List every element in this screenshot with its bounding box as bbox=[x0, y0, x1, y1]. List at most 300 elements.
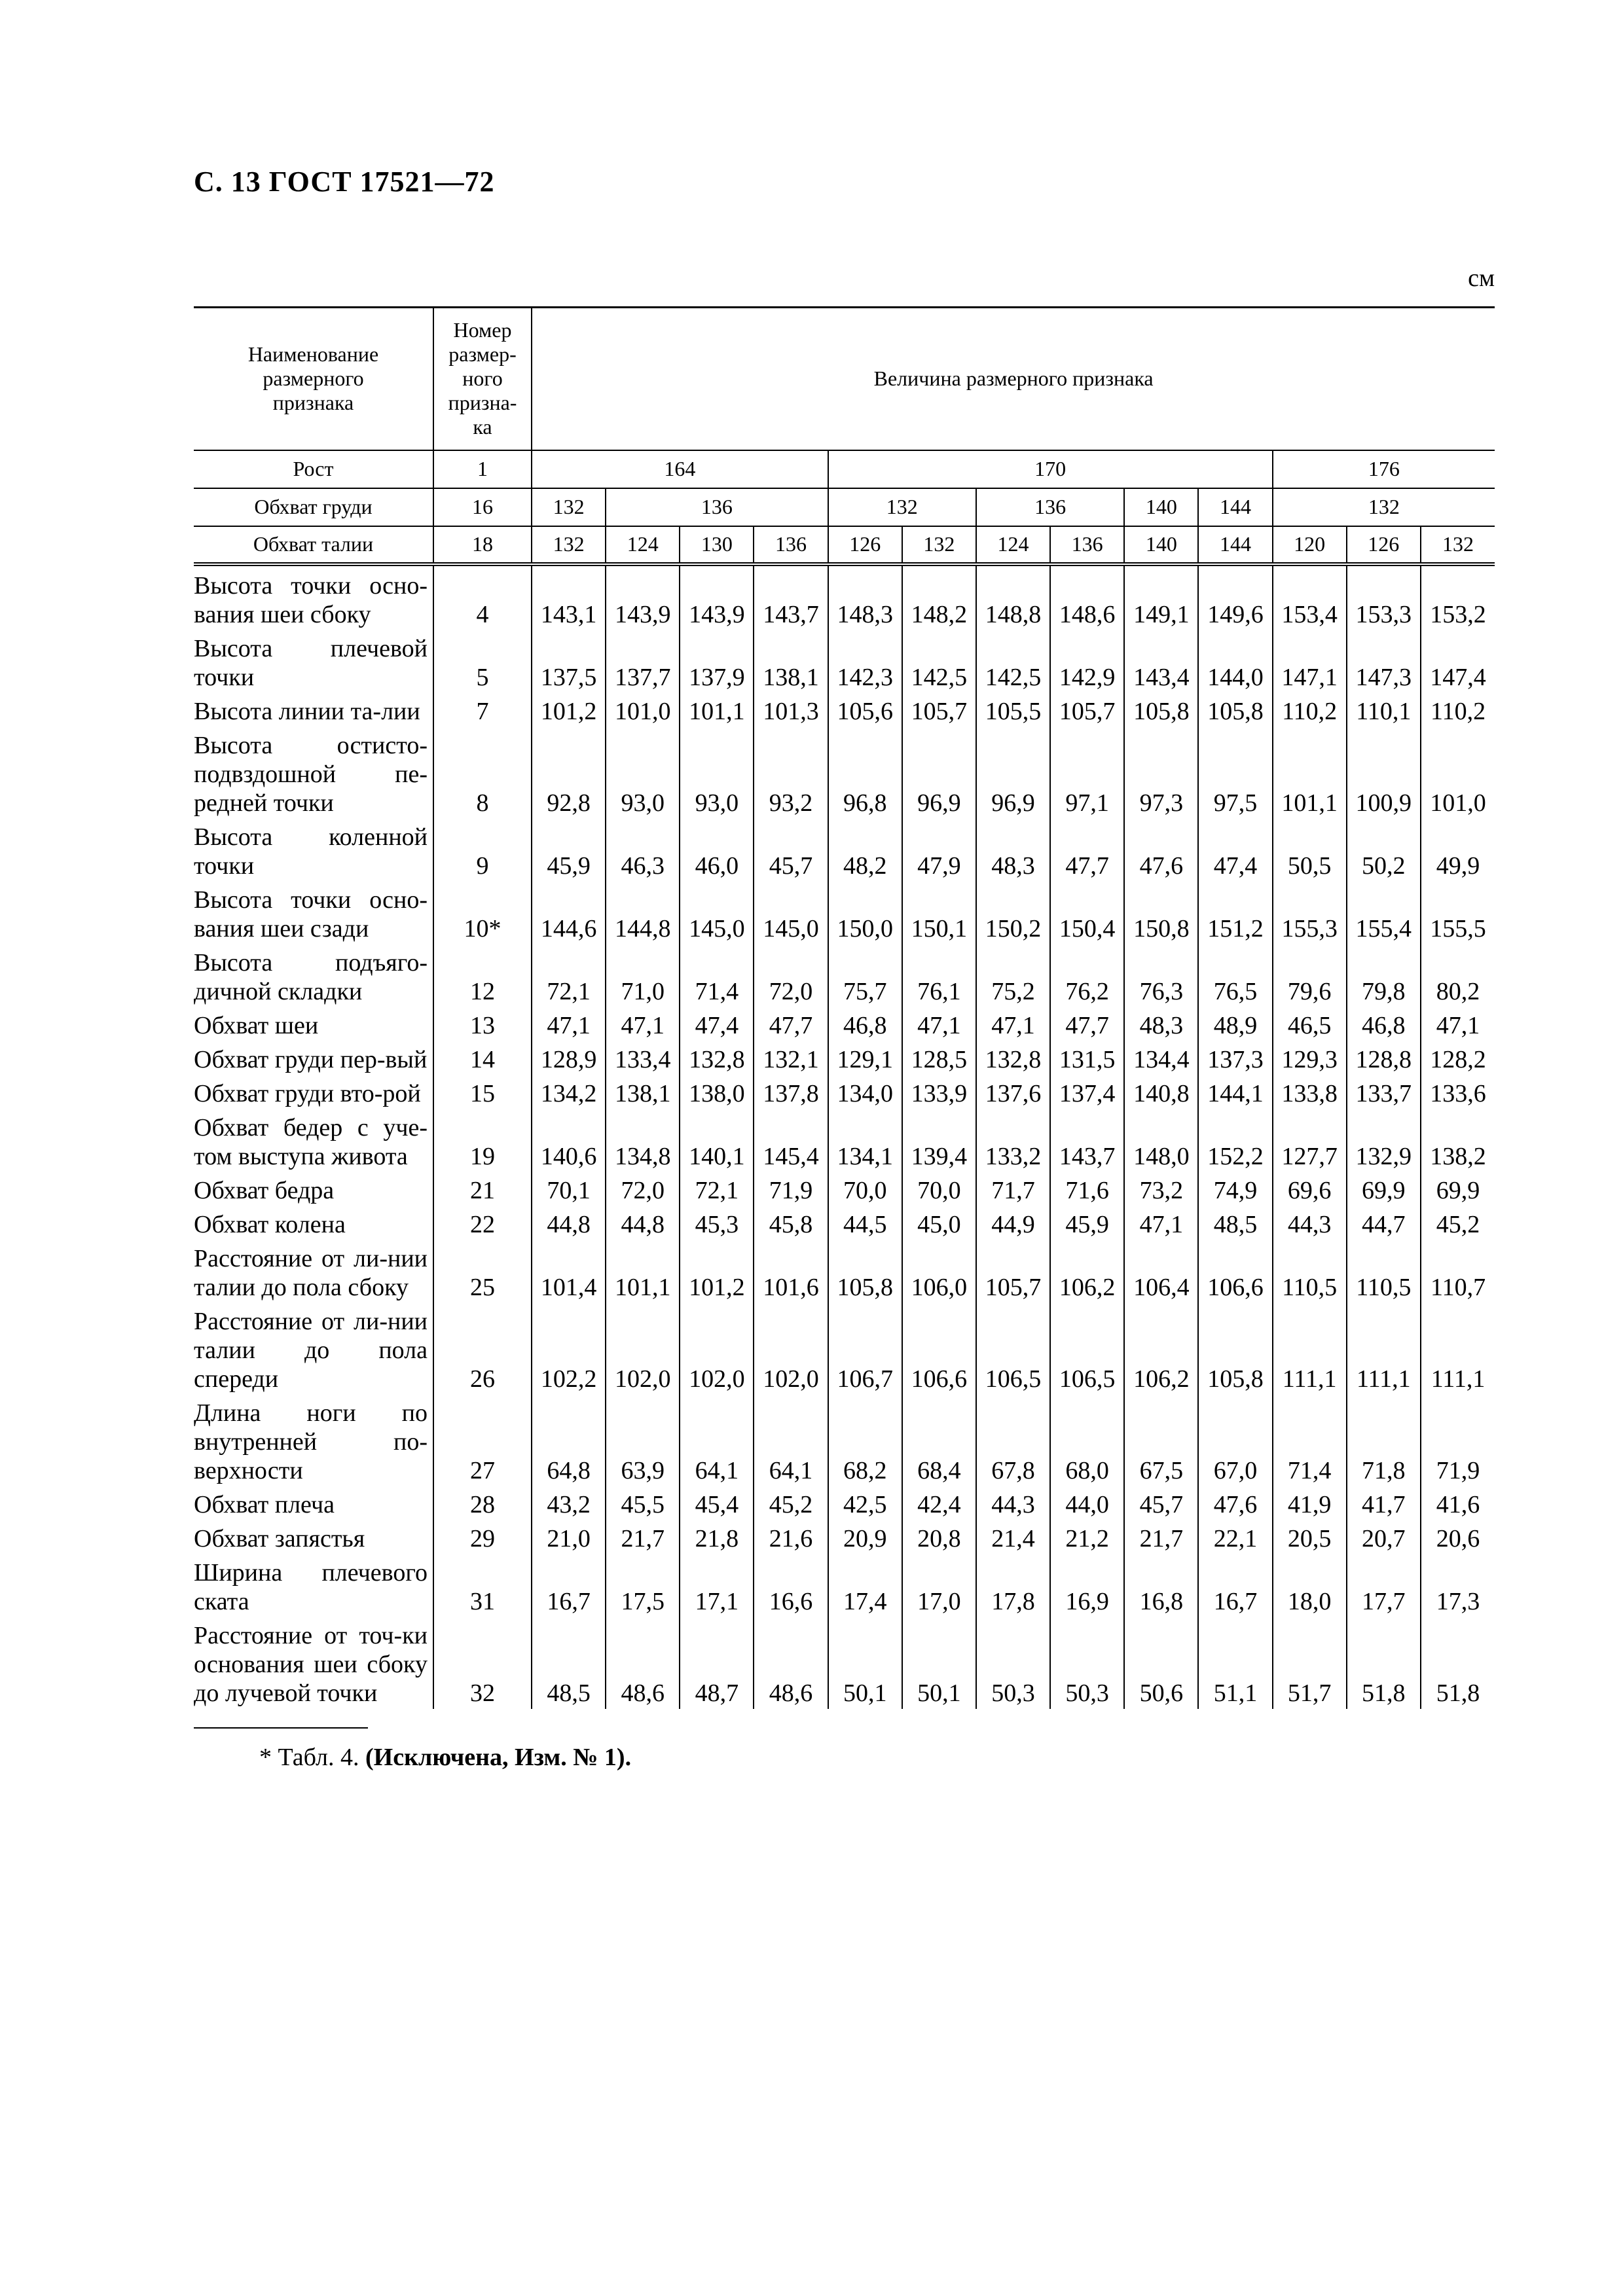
value-cell: 127,7 bbox=[1273, 1109, 1347, 1172]
value-cell: 20,5 bbox=[1273, 1520, 1347, 1554]
value-cell: 16,7 bbox=[532, 1554, 606, 1617]
value-cell: 105,6 bbox=[828, 693, 902, 727]
table-head bbox=[194, 308, 1495, 564]
col-header-values: Величина размерного признака bbox=[532, 308, 1495, 450]
value-cell: 145,0 bbox=[754, 882, 828, 944]
value-cell: 128,8 bbox=[1347, 1041, 1421, 1075]
value-cell: 20,7 bbox=[1347, 1520, 1421, 1554]
value-cell: 80,2 bbox=[1421, 944, 1495, 1007]
value-cell: 47,1 bbox=[976, 1007, 1050, 1041]
param-value: 132 bbox=[902, 526, 976, 564]
param-value: 124 bbox=[976, 526, 1050, 564]
value-cell: 45,7 bbox=[754, 819, 828, 882]
value-cell: 106,0 bbox=[902, 1240, 976, 1303]
row-num: 8 bbox=[433, 727, 532, 819]
value-cell: 134,1 bbox=[828, 1109, 902, 1172]
value-cell: 105,5 bbox=[976, 693, 1050, 727]
value-cell: 47,4 bbox=[1198, 819, 1272, 882]
value-cell: 69,9 bbox=[1347, 1172, 1421, 1206]
value-cell: 46,8 bbox=[828, 1007, 902, 1041]
value-cell: 67,0 bbox=[1198, 1395, 1272, 1486]
param-value: 132 bbox=[532, 488, 606, 526]
value-cell: 128,9 bbox=[532, 1041, 606, 1075]
value-cell: 45,2 bbox=[1421, 1206, 1495, 1240]
value-cell: 151,2 bbox=[1198, 882, 1272, 944]
row-label: Расстояние от ли-нии талии до пола спереди bbox=[194, 1307, 428, 1393]
value-cell: 16,7 bbox=[1198, 1554, 1272, 1617]
value-cell: 101,6 bbox=[754, 1240, 828, 1303]
row-label: Обхват шеи bbox=[194, 1011, 319, 1039]
value-cell: 46,3 bbox=[606, 819, 680, 882]
value-cell: 144,8 bbox=[606, 882, 680, 944]
value-cell: 75,7 bbox=[828, 944, 902, 1007]
param-label: Обхват талии bbox=[194, 526, 433, 564]
value-cell: 133,8 bbox=[1273, 1075, 1347, 1109]
value-cell: 47,4 bbox=[680, 1007, 754, 1041]
param-value: 176 bbox=[1273, 450, 1495, 488]
row-label: Высота подъяго-дичной складки bbox=[194, 948, 428, 1005]
value-cell: 140,6 bbox=[532, 1109, 606, 1172]
value-cell: 47,1 bbox=[1124, 1206, 1198, 1240]
value-cell: 93,0 bbox=[606, 727, 680, 819]
param-value: 130 bbox=[680, 526, 754, 564]
table-row bbox=[194, 727, 1495, 819]
param-row bbox=[194, 450, 1495, 488]
value-cell: 137,9 bbox=[680, 630, 754, 693]
param-num: 1 bbox=[433, 450, 532, 488]
row-label: Расстояние от ли-нии талии до пола сбоку bbox=[194, 1244, 428, 1301]
value-cell: 45,9 bbox=[532, 819, 606, 882]
value-cell: 42,5 bbox=[828, 1486, 902, 1520]
value-cell: 47,1 bbox=[1421, 1007, 1495, 1041]
table-row bbox=[194, 1206, 1495, 1240]
value-cell: 145,0 bbox=[680, 882, 754, 944]
value-cell: 21,2 bbox=[1050, 1520, 1124, 1554]
value-cell: 22,1 bbox=[1198, 1520, 1272, 1554]
value-cell: 153,3 bbox=[1347, 564, 1421, 630]
value-cell: 143,1 bbox=[532, 564, 606, 630]
value-cell: 72,0 bbox=[754, 944, 828, 1007]
value-cell: 106,5 bbox=[976, 1303, 1050, 1395]
row-label: Ширина плечевого ската bbox=[194, 1558, 428, 1615]
value-cell: 102,0 bbox=[606, 1303, 680, 1395]
value-cell: 41,6 bbox=[1421, 1486, 1495, 1520]
value-cell: 129,1 bbox=[828, 1041, 902, 1075]
value-cell: 20,8 bbox=[902, 1520, 976, 1554]
value-cell: 74,9 bbox=[1198, 1172, 1272, 1206]
value-cell: 131,5 bbox=[1050, 1041, 1124, 1075]
param-value: 136 bbox=[606, 488, 828, 526]
table-row bbox=[194, 1240, 1495, 1303]
value-cell: 105,7 bbox=[902, 693, 976, 727]
row-num: 26 bbox=[433, 1303, 532, 1395]
value-cell: 101,0 bbox=[606, 693, 680, 727]
value-cell: 48,5 bbox=[1198, 1206, 1272, 1240]
value-cell: 148,0 bbox=[1124, 1109, 1198, 1172]
param-value: 132 bbox=[1273, 488, 1495, 526]
value-cell: 44,3 bbox=[976, 1486, 1050, 1520]
value-cell: 137,3 bbox=[1198, 1041, 1272, 1075]
value-cell: 106,6 bbox=[902, 1303, 976, 1395]
value-cell: 48,6 bbox=[754, 1617, 828, 1709]
value-cell: 48,5 bbox=[532, 1617, 606, 1709]
row-label: Расстояние от точ-ки основания шеи сбоку до лучевой точки bbox=[194, 1621, 428, 1707]
value-cell: 76,2 bbox=[1050, 944, 1124, 1007]
value-cell: 133,7 bbox=[1347, 1075, 1421, 1109]
value-cell: 68,4 bbox=[902, 1395, 976, 1486]
value-cell: 47,6 bbox=[1124, 819, 1198, 882]
param-value: 132 bbox=[1421, 526, 1495, 564]
table-row bbox=[194, 1395, 1495, 1486]
row-label: Высота точки осно-вания шеи сбоку bbox=[194, 571, 428, 628]
value-cell: 105,7 bbox=[1050, 693, 1124, 727]
value-cell: 150,2 bbox=[976, 882, 1050, 944]
value-cell: 71,7 bbox=[976, 1172, 1050, 1206]
value-cell: 51,1 bbox=[1198, 1617, 1272, 1709]
row-label: Обхват колена bbox=[194, 1210, 346, 1238]
value-cell: 106,7 bbox=[828, 1303, 902, 1395]
param-label: Рост bbox=[194, 450, 433, 488]
row-num: 29 bbox=[433, 1520, 532, 1554]
value-cell: 137,7 bbox=[606, 630, 680, 693]
value-cell: 132,9 bbox=[1347, 1109, 1421, 1172]
table-row bbox=[194, 944, 1495, 1007]
value-cell: 155,3 bbox=[1273, 882, 1347, 944]
value-cell: 79,6 bbox=[1273, 944, 1347, 1007]
value-cell: 101,0 bbox=[1421, 727, 1495, 819]
table-row bbox=[194, 564, 1495, 630]
row-label: Высота остисто-подвздошной пе-редней точки bbox=[194, 731, 428, 817]
value-cell: 150,1 bbox=[902, 882, 976, 944]
footnote-text: Табл. 4. bbox=[278, 1744, 359, 1771]
value-cell: 101,2 bbox=[680, 1240, 754, 1303]
value-cell: 47,7 bbox=[1050, 819, 1124, 882]
table-row bbox=[194, 1172, 1495, 1206]
value-cell: 45,0 bbox=[902, 1206, 976, 1240]
value-cell: 129,3 bbox=[1273, 1041, 1347, 1075]
value-cell: 96,8 bbox=[828, 727, 902, 819]
value-cell: 148,8 bbox=[976, 564, 1050, 630]
table-row bbox=[194, 1486, 1495, 1520]
value-cell: 75,2 bbox=[976, 944, 1050, 1007]
value-cell: 16,8 bbox=[1124, 1554, 1198, 1617]
row-num: 14 bbox=[433, 1041, 532, 1075]
col-header-name: Наименование размерного признака bbox=[194, 308, 433, 450]
row-num: 19 bbox=[433, 1109, 532, 1172]
value-cell: 142,5 bbox=[976, 630, 1050, 693]
table-row bbox=[194, 1617, 1495, 1709]
value-cell: 106,6 bbox=[1198, 1240, 1272, 1303]
value-cell: 21,0 bbox=[532, 1520, 606, 1554]
value-cell: 21,6 bbox=[754, 1520, 828, 1554]
value-cell: 148,3 bbox=[828, 564, 902, 630]
value-cell: 50,3 bbox=[976, 1617, 1050, 1709]
value-cell: 69,6 bbox=[1273, 1172, 1347, 1206]
row-num: 5 bbox=[433, 630, 532, 693]
row-num: 7 bbox=[433, 693, 532, 727]
param-value: 144 bbox=[1198, 488, 1272, 526]
footnote-marker: * bbox=[259, 1744, 272, 1771]
table-row bbox=[194, 1520, 1495, 1554]
value-cell: 139,4 bbox=[902, 1109, 976, 1172]
value-cell: 133,6 bbox=[1421, 1075, 1495, 1109]
value-cell: 110,5 bbox=[1347, 1240, 1421, 1303]
value-cell: 18,0 bbox=[1273, 1554, 1347, 1617]
value-cell: 134,0 bbox=[828, 1075, 902, 1109]
value-cell: 100,9 bbox=[1347, 727, 1421, 819]
row-label: Обхват плеча bbox=[194, 1490, 335, 1518]
value-cell: 101,3 bbox=[754, 693, 828, 727]
value-cell: 145,4 bbox=[754, 1109, 828, 1172]
value-cell: 45,5 bbox=[606, 1486, 680, 1520]
value-cell: 73,2 bbox=[1124, 1172, 1198, 1206]
row-label: Высота плечевой точки bbox=[194, 634, 428, 691]
value-cell: 102,0 bbox=[680, 1303, 754, 1395]
value-cell: 46,0 bbox=[680, 819, 754, 882]
value-cell: 137,5 bbox=[532, 630, 606, 693]
param-value: 126 bbox=[1347, 526, 1421, 564]
table-row bbox=[194, 1303, 1495, 1395]
param-num: 18 bbox=[433, 526, 532, 564]
footnote-rule bbox=[194, 1727, 368, 1729]
value-cell: 76,5 bbox=[1198, 944, 1272, 1007]
param-value: 132 bbox=[828, 488, 976, 526]
value-cell: 110,2 bbox=[1421, 693, 1495, 727]
table-row bbox=[194, 1109, 1495, 1172]
row-label: Обхват запястья bbox=[194, 1524, 365, 1552]
value-cell: 47,6 bbox=[1198, 1486, 1272, 1520]
value-cell: 106,5 bbox=[1050, 1303, 1124, 1395]
table-row bbox=[194, 882, 1495, 944]
value-cell: 72,1 bbox=[680, 1172, 754, 1206]
value-cell: 17,3 bbox=[1421, 1554, 1495, 1617]
value-cell: 48,3 bbox=[1124, 1007, 1198, 1041]
value-cell: 102,2 bbox=[532, 1303, 606, 1395]
value-cell: 105,8 bbox=[828, 1240, 902, 1303]
value-cell: 45,9 bbox=[1050, 1206, 1124, 1240]
value-cell: 50,6 bbox=[1124, 1617, 1198, 1709]
value-cell: 51,8 bbox=[1347, 1617, 1421, 1709]
row-label: Высота точки осно-вания шеи сзади bbox=[194, 886, 428, 942]
row-num: 4 bbox=[433, 564, 532, 630]
value-cell: 106,2 bbox=[1050, 1240, 1124, 1303]
table-row bbox=[194, 1007, 1495, 1041]
value-cell: 48,2 bbox=[828, 819, 902, 882]
value-cell: 133,2 bbox=[976, 1109, 1050, 1172]
value-cell: 143,7 bbox=[754, 564, 828, 630]
row-num: 12 bbox=[433, 944, 532, 1007]
value-cell: 71,9 bbox=[1421, 1395, 1495, 1486]
value-cell: 16,9 bbox=[1050, 1554, 1124, 1617]
value-cell: 110,2 bbox=[1273, 693, 1347, 727]
value-cell: 137,6 bbox=[976, 1075, 1050, 1109]
value-cell: 20,6 bbox=[1421, 1520, 1495, 1554]
value-cell: 45,4 bbox=[680, 1486, 754, 1520]
value-cell: 134,4 bbox=[1124, 1041, 1198, 1075]
value-cell: 149,6 bbox=[1198, 564, 1272, 630]
value-cell: 71,6 bbox=[1050, 1172, 1124, 1206]
value-cell: 71,4 bbox=[680, 944, 754, 1007]
value-cell: 105,7 bbox=[976, 1240, 1050, 1303]
value-cell: 71,4 bbox=[1273, 1395, 1347, 1486]
value-cell: 47,7 bbox=[1050, 1007, 1124, 1041]
value-cell: 45,8 bbox=[754, 1206, 828, 1240]
value-cell: 111,1 bbox=[1347, 1303, 1421, 1395]
value-cell: 92,8 bbox=[532, 727, 606, 819]
value-cell: 46,8 bbox=[1347, 1007, 1421, 1041]
value-cell: 147,4 bbox=[1421, 630, 1495, 693]
value-cell: 143,9 bbox=[606, 564, 680, 630]
param-value: 120 bbox=[1273, 526, 1347, 564]
param-row bbox=[194, 488, 1495, 526]
value-cell: 46,5 bbox=[1273, 1007, 1347, 1041]
value-cell: 143,9 bbox=[680, 564, 754, 630]
value-cell: 64,1 bbox=[754, 1395, 828, 1486]
value-cell: 138,1 bbox=[754, 630, 828, 693]
value-cell: 51,8 bbox=[1421, 1617, 1495, 1709]
value-cell: 153,4 bbox=[1273, 564, 1347, 630]
param-value: 144 bbox=[1198, 526, 1272, 564]
param-value: 136 bbox=[754, 526, 828, 564]
value-cell: 44,3 bbox=[1273, 1206, 1347, 1240]
row-num: 15 bbox=[433, 1075, 532, 1109]
value-cell: 47,1 bbox=[902, 1007, 976, 1041]
param-label: Обхват груди bbox=[194, 488, 433, 526]
value-cell: 147,1 bbox=[1273, 630, 1347, 693]
value-cell: 71,8 bbox=[1347, 1395, 1421, 1486]
value-cell: 111,1 bbox=[1273, 1303, 1347, 1395]
size-table bbox=[194, 306, 1495, 1709]
value-cell: 44,0 bbox=[1050, 1486, 1124, 1520]
value-cell: 132,1 bbox=[754, 1041, 828, 1075]
value-cell: 50,2 bbox=[1347, 819, 1421, 882]
row-num: 31 bbox=[433, 1554, 532, 1617]
value-cell: 41,9 bbox=[1273, 1486, 1347, 1520]
value-cell: 144,0 bbox=[1198, 630, 1272, 693]
footnote-bold: (Исключена, Изм. № 1). bbox=[365, 1744, 632, 1771]
value-cell: 106,2 bbox=[1124, 1303, 1198, 1395]
value-cell: 105,8 bbox=[1198, 693, 1272, 727]
value-cell: 97,5 bbox=[1198, 727, 1272, 819]
value-cell: 68,0 bbox=[1050, 1395, 1124, 1486]
value-cell: 105,8 bbox=[1198, 1303, 1272, 1395]
value-cell: 143,4 bbox=[1124, 630, 1198, 693]
table-row bbox=[194, 630, 1495, 693]
param-value: 170 bbox=[828, 450, 1273, 488]
value-cell: 106,4 bbox=[1124, 1240, 1198, 1303]
value-cell: 150,4 bbox=[1050, 882, 1124, 944]
value-cell: 47,7 bbox=[754, 1007, 828, 1041]
value-cell: 67,5 bbox=[1124, 1395, 1198, 1486]
footnote bbox=[259, 1743, 631, 1772]
table-row bbox=[194, 693, 1495, 727]
value-cell: 138,0 bbox=[680, 1075, 754, 1109]
value-cell: 155,4 bbox=[1347, 882, 1421, 944]
value-cell: 71,9 bbox=[754, 1172, 828, 1206]
value-cell: 93,2 bbox=[754, 727, 828, 819]
value-cell: 140,1 bbox=[680, 1109, 754, 1172]
value-cell: 142,3 bbox=[828, 630, 902, 693]
value-cell: 155,5 bbox=[1421, 882, 1495, 944]
value-cell: 144,1 bbox=[1198, 1075, 1272, 1109]
value-cell: 72,1 bbox=[532, 944, 606, 1007]
value-cell: 50,3 bbox=[1050, 1617, 1124, 1709]
page-title: С. 13 ГОСТ 17521—72 bbox=[194, 166, 495, 198]
value-cell: 48,6 bbox=[606, 1617, 680, 1709]
value-cell: 64,1 bbox=[680, 1395, 754, 1486]
value-cell: 150,8 bbox=[1124, 882, 1198, 944]
value-cell: 149,1 bbox=[1124, 564, 1198, 630]
value-cell: 47,9 bbox=[902, 819, 976, 882]
value-cell: 44,5 bbox=[828, 1206, 902, 1240]
value-cell: 148,2 bbox=[902, 564, 976, 630]
param-value: 124 bbox=[606, 526, 680, 564]
value-cell: 16,6 bbox=[754, 1554, 828, 1617]
table-row bbox=[194, 1041, 1495, 1075]
param-value: 140 bbox=[1124, 526, 1198, 564]
value-cell: 138,2 bbox=[1421, 1109, 1495, 1172]
value-cell: 134,8 bbox=[606, 1109, 680, 1172]
value-cell: 102,0 bbox=[754, 1303, 828, 1395]
row-num: 25 bbox=[433, 1240, 532, 1303]
value-cell: 132,8 bbox=[976, 1041, 1050, 1075]
value-cell: 101,1 bbox=[606, 1240, 680, 1303]
value-cell: 67,8 bbox=[976, 1395, 1050, 1486]
value-cell: 79,8 bbox=[1347, 944, 1421, 1007]
value-cell: 50,1 bbox=[828, 1617, 902, 1709]
row-label: Обхват бедра bbox=[194, 1176, 335, 1204]
value-cell: 47,1 bbox=[606, 1007, 680, 1041]
row-num: 32 bbox=[433, 1617, 532, 1709]
value-cell: 153,2 bbox=[1421, 564, 1495, 630]
value-cell: 96,9 bbox=[902, 727, 976, 819]
value-cell: 70,0 bbox=[828, 1172, 902, 1206]
col-header-num: Номер размер-ного призна-ка bbox=[433, 308, 532, 450]
table-row bbox=[194, 1554, 1495, 1617]
value-cell: 45,3 bbox=[680, 1206, 754, 1240]
value-cell: 69,9 bbox=[1421, 1172, 1495, 1206]
param-value: 136 bbox=[976, 488, 1124, 526]
value-cell: 133,9 bbox=[902, 1075, 976, 1109]
value-cell: 71,0 bbox=[606, 944, 680, 1007]
value-cell: 137,8 bbox=[754, 1075, 828, 1109]
param-value: 136 bbox=[1050, 526, 1124, 564]
value-cell: 97,3 bbox=[1124, 727, 1198, 819]
value-cell: 72,0 bbox=[606, 1172, 680, 1206]
value-cell: 45,2 bbox=[754, 1486, 828, 1520]
value-cell: 48,3 bbox=[976, 819, 1050, 882]
value-cell: 142,9 bbox=[1050, 630, 1124, 693]
value-cell: 101,1 bbox=[680, 693, 754, 727]
value-cell: 70,1 bbox=[532, 1172, 606, 1206]
value-cell: 76,3 bbox=[1124, 944, 1198, 1007]
value-cell: 110,7 bbox=[1421, 1240, 1495, 1303]
row-num: 21 bbox=[433, 1172, 532, 1206]
param-value: 164 bbox=[532, 450, 828, 488]
value-cell: 44,7 bbox=[1347, 1206, 1421, 1240]
value-cell: 44,8 bbox=[606, 1206, 680, 1240]
value-cell: 150,0 bbox=[828, 882, 902, 944]
table-row bbox=[194, 1075, 1495, 1109]
value-cell: 105,8 bbox=[1124, 693, 1198, 727]
value-cell: 50,5 bbox=[1273, 819, 1347, 882]
value-cell: 138,1 bbox=[606, 1075, 680, 1109]
value-cell: 64,8 bbox=[532, 1395, 606, 1486]
value-cell: 93,0 bbox=[680, 727, 754, 819]
value-cell: 17,1 bbox=[680, 1554, 754, 1617]
value-cell: 128,2 bbox=[1421, 1041, 1495, 1075]
value-cell: 110,1 bbox=[1347, 693, 1421, 727]
